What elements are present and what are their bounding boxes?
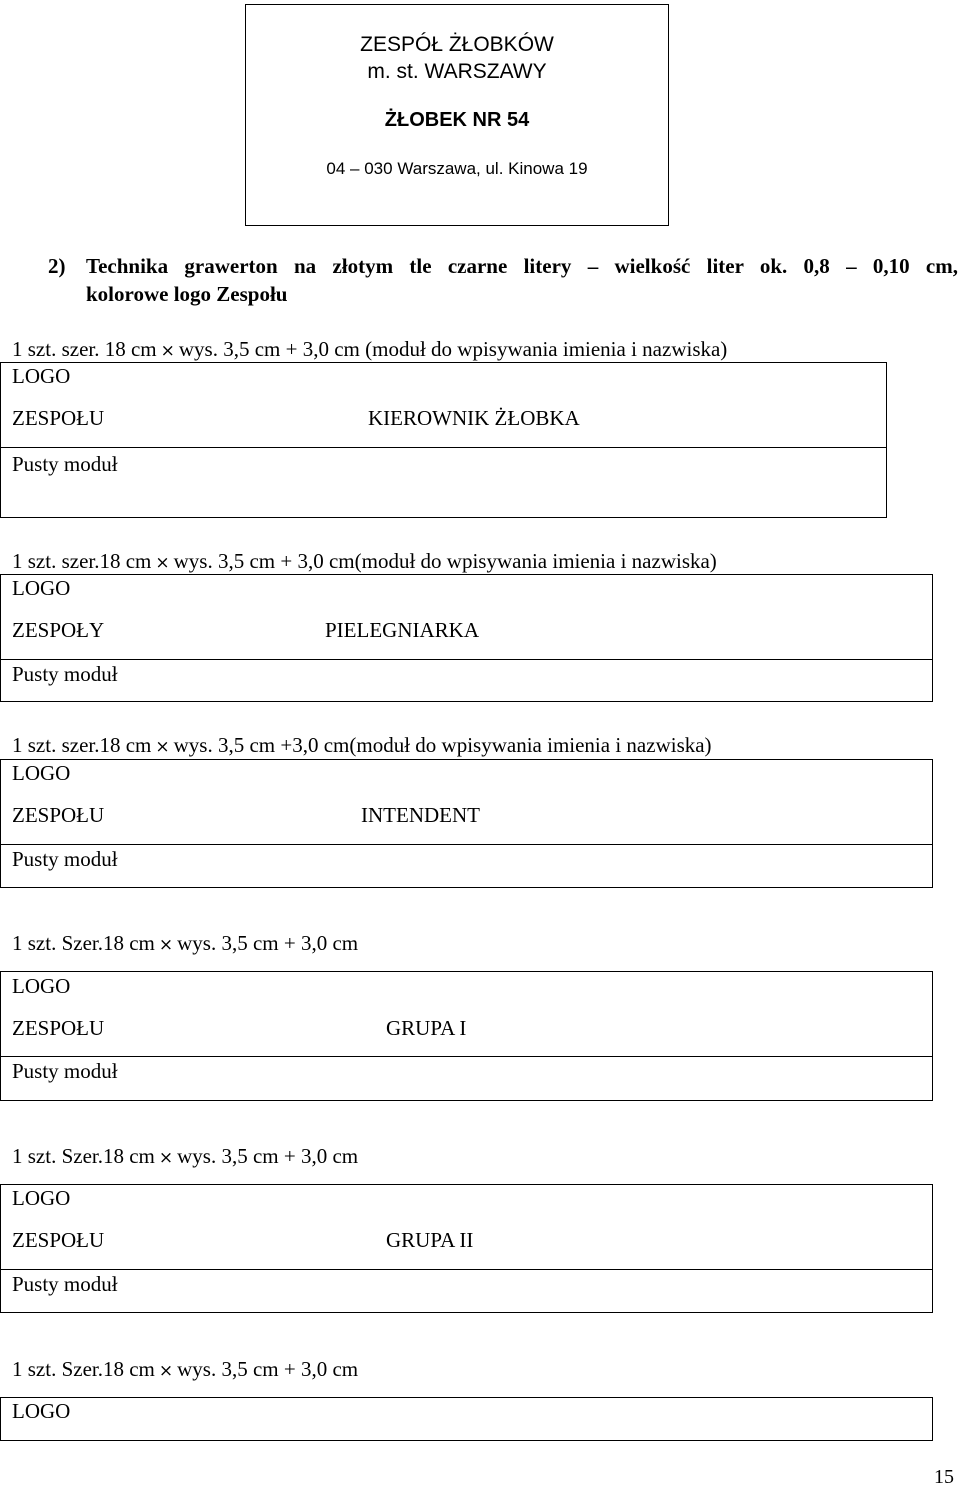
plate-spec-5 (12, 1144, 358, 1169)
plate-logo-label: LOGO (12, 1186, 71, 1210)
plate-team-label: ZESPOŁU (12, 1228, 105, 1252)
header-org-name: ZESPÓŁ ŻŁOBKÓW (360, 33, 554, 56)
spec-height: wys. 3,5 cm + 3,0 cm (177, 1357, 359, 1381)
plate-spec-3 (12, 733, 712, 758)
spec-width: 1 szt. Szer.18 cm (12, 1357, 155, 1381)
plate-empty-module: Pusty moduł (12, 1272, 118, 1296)
plate-team-label: ZESPOŁU (12, 406, 105, 430)
header-nursery-name: ŻŁOBEK NR 54 (384, 109, 530, 131)
plate-team-label: ZESPOŁY (12, 618, 105, 642)
plate-title: GRUPA II (386, 1228, 474, 1252)
spec-width: 1 szt. szer.18 cm (12, 733, 152, 757)
header-city: m. st. WARSZAWY (367, 60, 547, 83)
row-divider (1, 447, 886, 448)
page-number: 15 (934, 1466, 954, 1488)
row-divider (1, 1269, 932, 1270)
plate-logo-label: LOGO (12, 1399, 71, 1423)
row-divider (1, 1056, 932, 1057)
spec-height: wys. 3,5 cm + 3,0 cm(moduł do wpisywania imienia i nazwiska) (173, 549, 717, 573)
spec-width: 1 szt. szer.18 cm (12, 549, 152, 573)
spec-width: 1 szt. szer. 18 cm (12, 337, 157, 361)
plate-empty-module: Pusty moduł (12, 452, 118, 476)
institution-header-box (245, 4, 669, 226)
plate-logo-label: LOGO (12, 576, 71, 600)
plate-box-6 (0, 1397, 933, 1441)
spec-height: wys. 3,5 cm +3,0 cm(moduł do wpisywania imienia i nazwiska) (173, 733, 712, 757)
plate-logo-label: LOGO (12, 974, 71, 998)
spec-height: wys. 3,5 cm + 3,0 cm (moduł do wpisywania imienia i nazwiska) (178, 337, 728, 361)
plate-title: KIEROWNIK ŻŁOBKA (368, 406, 580, 430)
spec-width: 1 szt. Szer.18 cm (12, 1144, 155, 1168)
plate-box-4 (0, 971, 933, 1101)
row-divider (1, 659, 932, 660)
plate-spec-6 (12, 1357, 358, 1382)
plate-title: INTENDENT (361, 803, 480, 827)
section-heading-line2: kolorowe logo Zespołu (86, 282, 288, 306)
plate-empty-module: Pusty moduł (12, 847, 118, 871)
plate-spec-4 (12, 931, 358, 956)
plate-spec-2 (12, 549, 717, 574)
times-icon: × (155, 553, 170, 573)
plate-title: GRUPA I (386, 1016, 467, 1040)
times-icon: × (158, 1148, 174, 1168)
plate-team-label: ZESPOŁU (12, 803, 105, 827)
times-icon: × (155, 737, 170, 757)
spec-width: 1 szt. Szer.18 cm (12, 931, 155, 955)
section-number: 2) (48, 254, 66, 278)
times-icon: × (158, 935, 174, 955)
times-icon: × (160, 341, 175, 361)
header-address: 04 – 030 Warszawa, ul. Kinowa 19 (326, 159, 588, 178)
plate-team-label: ZESPOŁU (12, 1016, 105, 1040)
plate-spec-1 (12, 337, 727, 362)
row-divider (1, 844, 932, 845)
plate-logo-label: LOGO (12, 761, 71, 785)
plate-box-1 (0, 362, 887, 518)
plate-title: PIELEGNIARKA (325, 618, 479, 642)
spec-height: wys. 3,5 cm + 3,0 cm (177, 1144, 359, 1168)
section-heading-line1: Technika grawerton na złotym tle czarne litery – wielkość liter ok. 0,8 – 0,10 cm, (86, 254, 958, 278)
plate-empty-module: Pusty moduł (12, 662, 118, 686)
spec-height: wys. 3,5 cm + 3,0 cm (177, 931, 359, 955)
plate-logo-label: LOGO (12, 364, 71, 388)
plate-empty-module: Pusty moduł (12, 1059, 118, 1083)
times-icon: × (158, 1361, 174, 1381)
